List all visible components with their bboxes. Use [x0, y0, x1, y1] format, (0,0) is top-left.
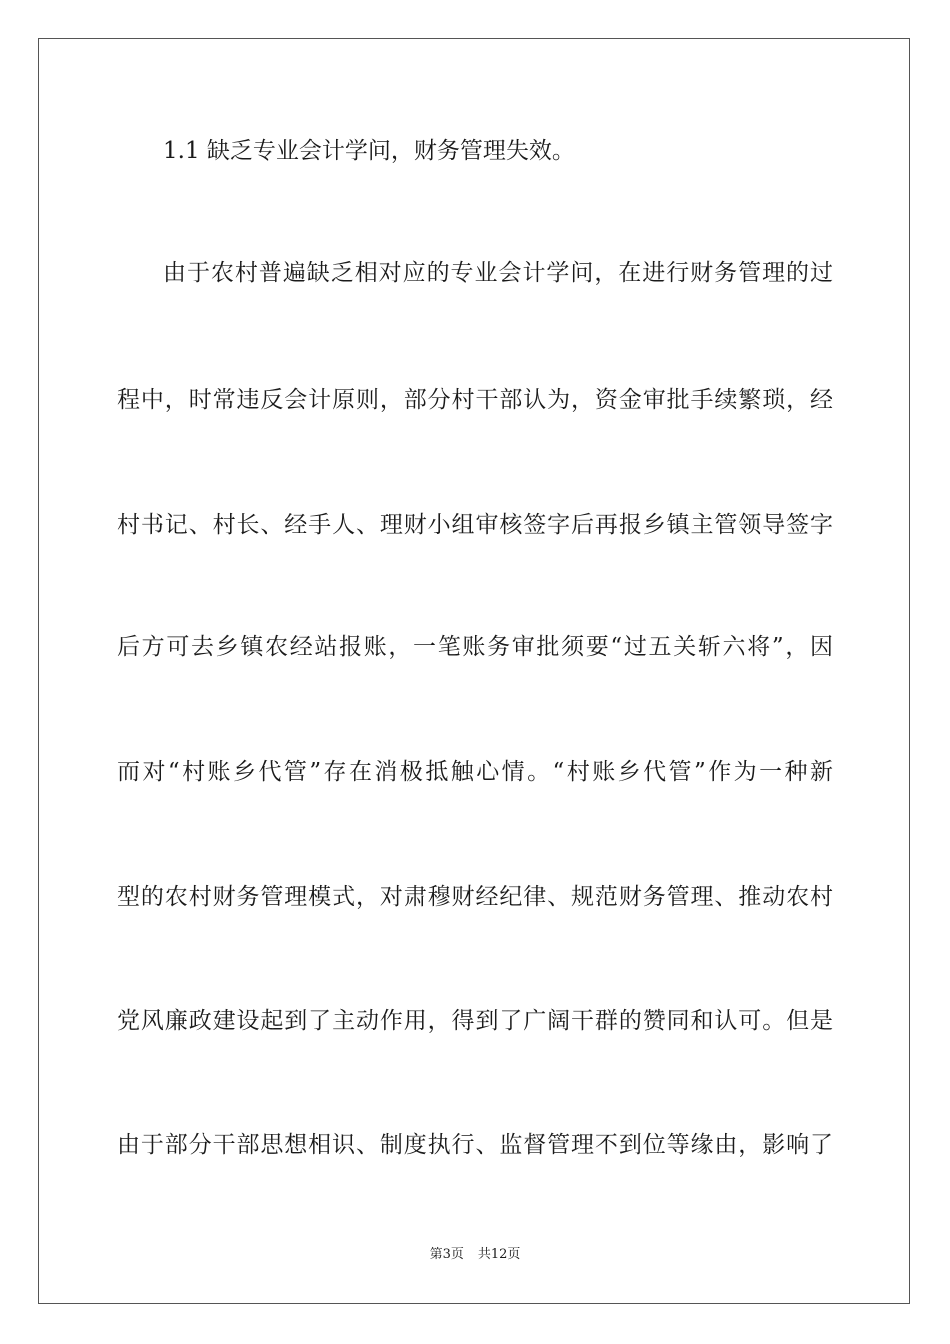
page-number: 第3页 [429, 1247, 464, 1262]
paragraph-line: 党风廉政建设起到了主动作用，得到了广阔干群的赞同和认可。但是 [117, 1008, 833, 1034]
page-total: 共12页 [477, 1247, 521, 1262]
paragraph-line: 村书记、村长、经手人、理财小组审核签字后再报乡镇主管领导签字 [117, 512, 833, 538]
section-heading: 1.1 缺乏专业会计学问，财务管理失效。 [163, 138, 575, 164]
paragraph-line: 由于部分干部思想相识、制度执行、监督管理不到位等缘由，影响了 [117, 1132, 833, 1158]
page-border [38, 38, 910, 1304]
paragraph-line: 由于农村普遍缺乏相对应的专业会计学问，在进行财务管理的过 [163, 260, 833, 286]
paragraph-line: 程中，时常违反会计原则，部分村干部认为，资金审批手续繁琐，经 [117, 387, 833, 413]
paragraph-line: 后方可去乡镇农经站报账，一笔账务审批须要“过五关斩六将”，因 [117, 634, 833, 660]
page-footer [0, 1246, 950, 1264]
paragraph-line: 而对“村账乡代管”存在消极抵触心情。“村账乡代管”作为一种新 [117, 759, 833, 785]
paragraph-line: 型的农村财务管理模式，对肃穆财经纪律、规范财务管理、推动农村 [117, 884, 833, 910]
